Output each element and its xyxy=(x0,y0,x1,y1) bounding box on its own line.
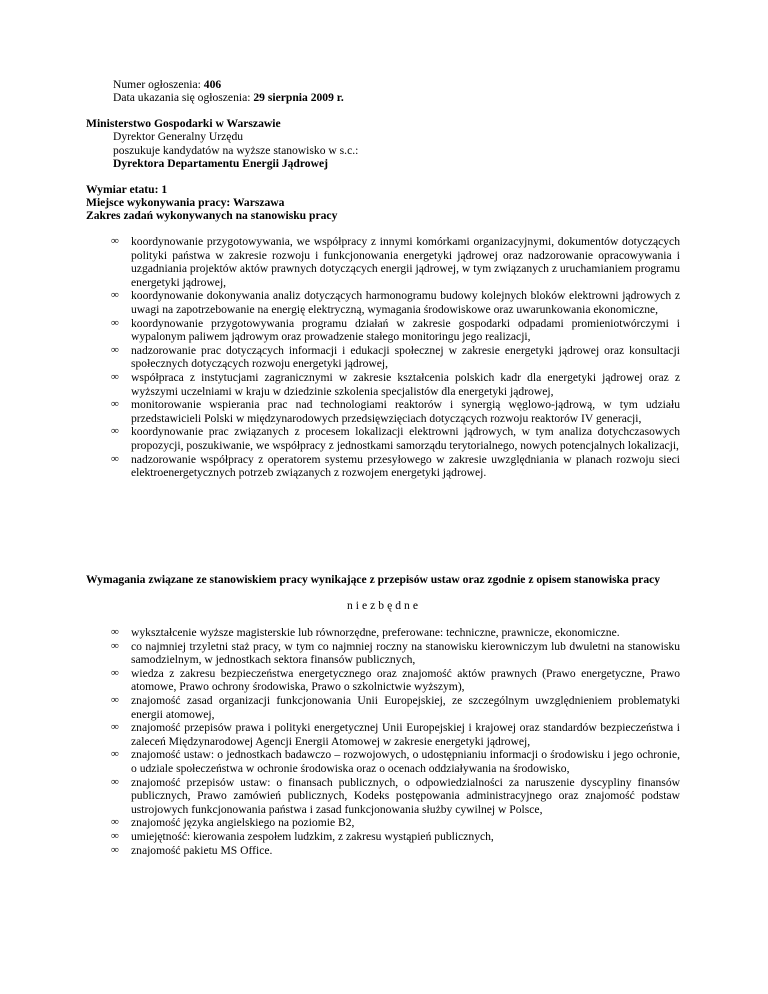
list-item xyxy=(0,667,680,694)
task-text: koordynowanie przygotowywania programu działań w zakresie gospodarki odpadami promieniotwórczymi i wypalonym paliwem jądrowym oraz prowadzenie stałego monitoringu jego realizacji, xyxy=(131,316,680,344)
tasks-list xyxy=(0,235,680,480)
infinity-bullet-icon: ∞ xyxy=(111,425,119,438)
infinity-bullet-icon: ∞ xyxy=(111,452,119,465)
list-item xyxy=(0,317,680,344)
task-text: koordynowanie przygotowywania, we współpracy z innymi komórkami organizacyjnymi, dokumentów dotyczących polityki państwa w zakresie rozwoju i funkcjonowania energetyki jądrowej oraz nadzorowanie opracowywania i uzgadniania projektów aktów prawnych dotyczących energii jądrowej, w tym związanych z uruchamianiem programu energetyki jądrowej, xyxy=(131,235,680,289)
requirement-text: znajomość zasad organizacji funkcjonowania Unii Europejskiej, ze szczególnym uwzględnieniem problematyki energii atomowej, xyxy=(131,693,680,721)
list-item xyxy=(0,344,680,371)
requirement-text: znajomość pakietu MS Office. xyxy=(131,843,273,857)
infinity-bullet-icon: ∞ xyxy=(111,343,119,356)
list-item xyxy=(0,694,680,721)
task-text: nadzorowanie współpracy z operatorem systemu przesyłowego w zakresie uwzględniania w planach rozwoju sieci elektroenergetycznych potrzeb związanych z rozwojem energetyki jądrowej. xyxy=(131,452,680,480)
requirement-text: wykształcenie wyższe magisterskie lub równorzędne, preferowane: techniczne, prawnicze, ekonomiczne. xyxy=(131,626,620,639)
infinity-bullet-icon: ∞ xyxy=(111,666,119,679)
position-title: Dyrektora Departamentu Energii Jądrowej xyxy=(113,157,328,170)
infinity-bullet-icon: ∞ xyxy=(111,829,119,842)
requirements-heading: Wymagania związane ze stanowiskiem pracy wynikające z przepisów ustaw oraz zgodnie z opisem stanowiska pracy xyxy=(86,573,661,586)
publication-date-line xyxy=(113,91,344,105)
seeks-text: poszukuje kandydatów na wyższe stanowisko w s.c.: xyxy=(113,144,359,157)
list-item xyxy=(0,748,680,775)
list-item xyxy=(0,830,680,844)
infinity-bullet-icon: ∞ xyxy=(111,843,119,856)
requirement-text: umiejętność: kierowania zespołem ludzkim, z zakresu wystąpień publicznych, xyxy=(131,829,494,843)
list-item xyxy=(0,721,680,748)
list-item xyxy=(0,776,680,817)
publication-date: 29 sierpnia 2009 r. xyxy=(253,91,344,104)
task-text: koordynowanie prac związanych z procesem lokalizacji elektrowni jądrowych, w tym analiza dotychczasowych propozycji, poszukiwanie, we współpracy z jednostkami samorządu terytorialnego, nowych potencjalnych lokalizacji, xyxy=(131,425,680,452)
ad-number: 406 xyxy=(203,78,222,91)
infinity-bullet-icon: ∞ xyxy=(111,775,119,788)
infinity-bullet-icon: ∞ xyxy=(111,235,119,247)
ministry-name: Ministerstwo Gospodarki w Warszawie xyxy=(86,117,281,130)
ad-number-line xyxy=(113,78,221,92)
requirements-list xyxy=(0,626,680,857)
fte-line: Wymiar etatu: 1 xyxy=(86,183,168,196)
task-text: nadzorowanie prac dotyczących informacji i edukacji społecznej w zakresie energetyki jądrowej oraz konsultacji społecznych dotyczących rozwoju energetyki jądrowej, xyxy=(131,343,680,371)
task-text: współpraca z instytucjami zagranicznymi w zakresie kształcenia polskich kadr dla energetyki jądrowej oraz z wyższymi uczelniami w kraju w dziedzinie szkolenia specjalistów dla energetyki jądrowej, xyxy=(131,370,680,398)
list-item xyxy=(0,398,680,425)
list-item xyxy=(0,235,680,289)
list-item xyxy=(0,816,680,830)
list-item xyxy=(0,289,680,316)
infinity-bullet-icon: ∞ xyxy=(111,693,119,706)
list-item xyxy=(0,371,680,398)
infinity-bullet-icon: ∞ xyxy=(111,721,119,734)
list-item xyxy=(0,425,680,452)
requirement-text: wiedza z zakresu bezpieczeństwa energetycznego oraz znajomość aktów prawnych (Prawo energetyczne, Prawo atomowe, Prawo ochrony środowiska, Prawo o szkolnictwie wyższym), xyxy=(131,666,680,694)
place-line: Miejsce wykonywania pracy: Warszawa xyxy=(86,196,285,209)
task-text: monitorowanie wspierania prac nad technologiami reaktorów i synergią węglowo-jądrową, w tym udziału przedstawicieli Polski w międzynarodowych przedsięwzięciach dotyczących rozwoju reaktorów IV generacji, xyxy=(131,398,680,425)
infinity-bullet-icon: ∞ xyxy=(111,816,119,829)
infinity-bullet-icon: ∞ xyxy=(111,626,119,638)
requirement-text: co najmniej trzyletni staż pracy, w tym co najmniej roczny na stanowisku kierowniczym lub dwuletni na stanowisku samodzielnym, w jednostkach sektora finansów publicznych, xyxy=(131,639,680,667)
task-text: koordynowanie dokonywania analiz dotyczących harmonogramu budowy kolejnych bloków elektrowni jądrowych z uwagi na zapotrzebowanie na energię elektryczną, wymagania środowiskowe oraz uwarunkowania ekonomiczne, xyxy=(131,289,680,316)
requirement-text: znajomość przepisów prawa i polityki energetycznej Unii Europejskiej i krajowej oraz standardów bezpieczeństwa i zaleceń Międzynarodowej Agencji Energii Atomowej w zakresie energetyki jądrowej, xyxy=(131,721,680,748)
list-item xyxy=(0,626,680,640)
infinity-bullet-icon: ∞ xyxy=(111,748,119,761)
publication-date-label: Data ukazania się ogłoszenia: xyxy=(113,91,254,104)
requirement-text: znajomość ustaw: o jednostkach badawczo – rozwojowych, o udostępnianiu informacji o środowisku i jego ochronie, o udziale społeczeństwa w ochronie środowiska oraz o ocenach oddziaływania na środowisko, xyxy=(131,748,680,775)
director-title: Dyrektor Generalny Urzędu xyxy=(113,130,244,143)
ad-number-label: Numer ogłoszenia: xyxy=(113,78,204,91)
infinity-bullet-icon: ∞ xyxy=(111,370,119,383)
list-item xyxy=(0,844,680,858)
infinity-bullet-icon: ∞ xyxy=(111,289,119,302)
requirement-text: znajomość przepisów ustaw: o finansach publicznych, o odpowiedzialności za naruszenie dyscypliny finansów publicznych, Prawo zamówień publicznych, Kodeks postępowania administracyjnego oraz znajomość podstaw ustrojowych funkcjonowania państwa i zasad funkcjonowania służby cywilnej w Polsce, xyxy=(131,775,680,816)
list-item xyxy=(0,453,680,480)
infinity-bullet-icon: ∞ xyxy=(111,639,119,652)
infinity-bullet-icon: ∞ xyxy=(111,316,119,329)
infinity-bullet-icon: ∞ xyxy=(111,398,119,411)
requirements-subheading: niezbędne xyxy=(347,599,421,612)
requirement-text: znajomość języka angielskiego na poziomie B2, xyxy=(131,816,355,830)
tasks-heading: Zakres zadań wykonywanych na stanowisku pracy xyxy=(86,209,338,222)
list-item xyxy=(0,640,680,667)
